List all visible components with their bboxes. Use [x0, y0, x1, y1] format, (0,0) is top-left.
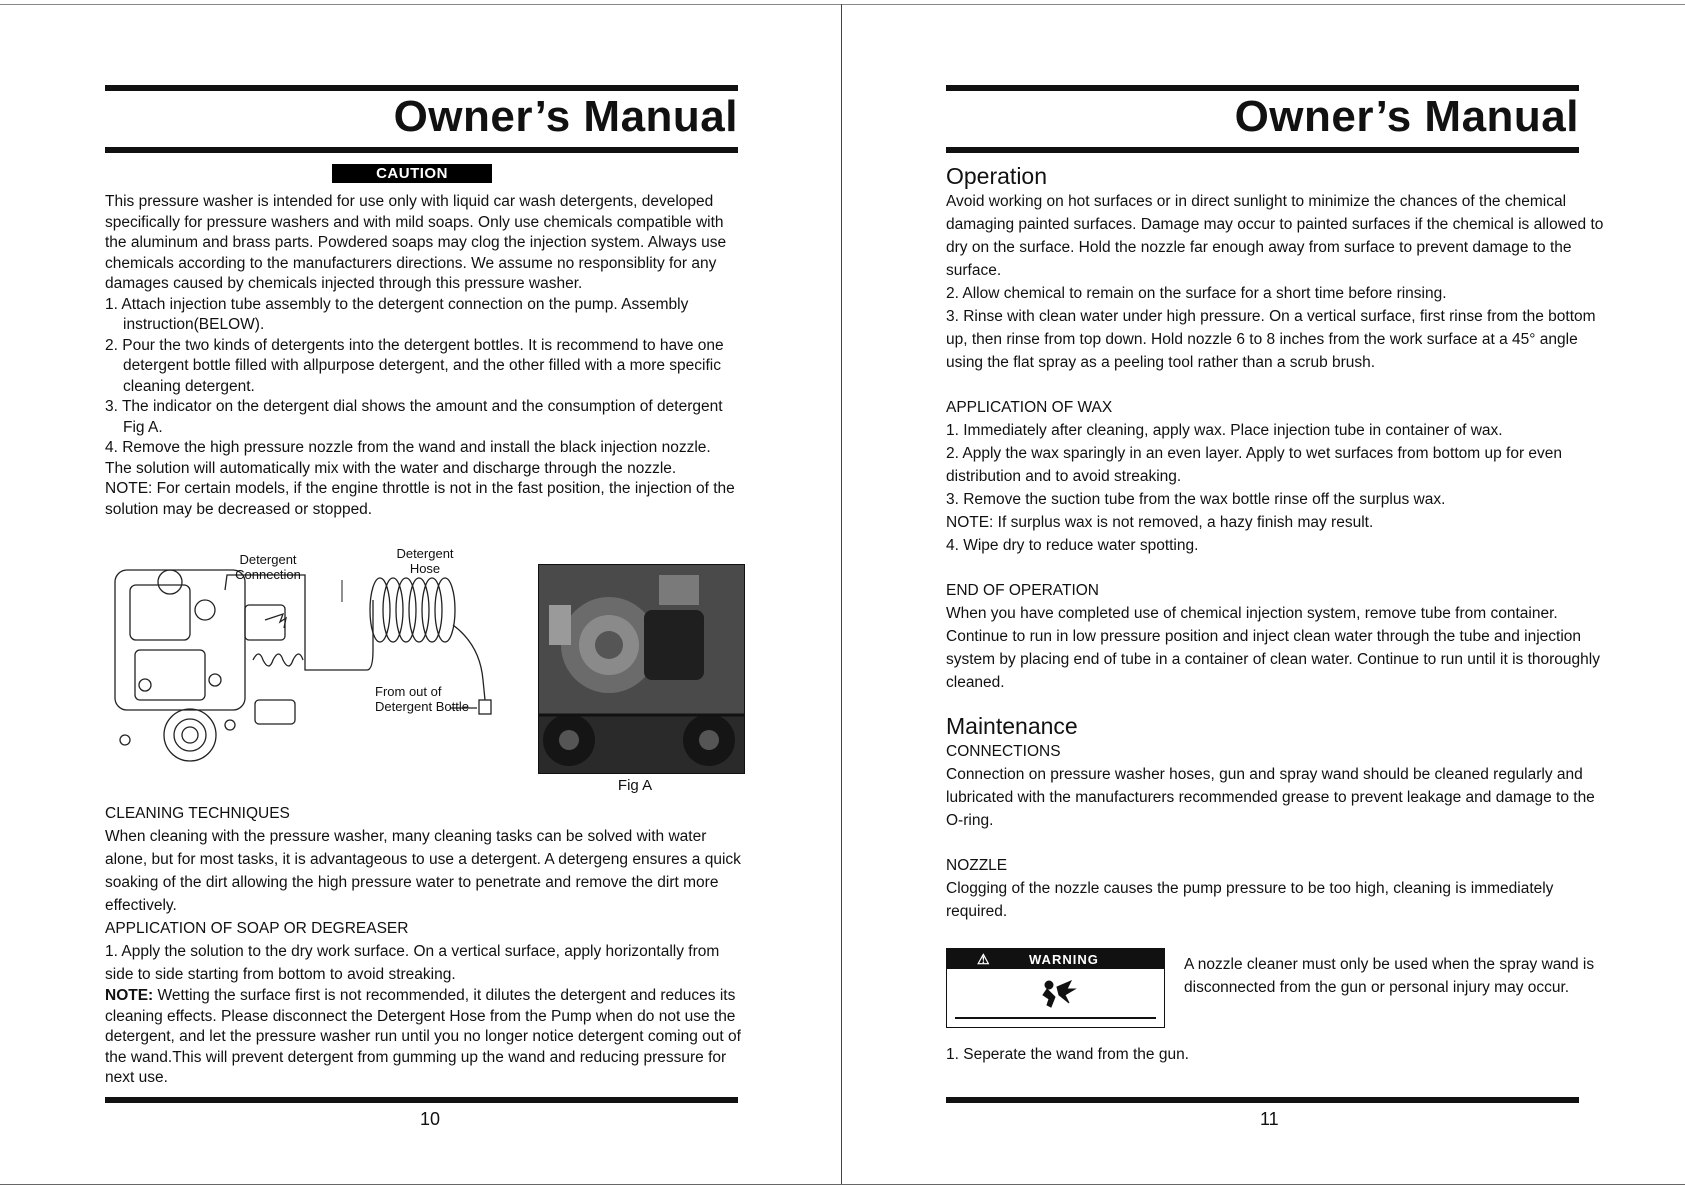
bottle-label-line2: Detergent Bottle	[375, 699, 469, 714]
list-item: NOTE: If surplus wax is not removed, a hazy finish may result.	[946, 514, 1374, 531]
maintenance-heading: Maintenance	[946, 713, 1078, 739]
connections-text: Connection on pressure washer hoses, gun and spray wand should be cleaned regularly and lubricated with the manufacturers recommended grease to prevent leakage and damage to the O-ring.	[946, 766, 1595, 829]
warning-label: WARNING	[1029, 951, 1099, 967]
warning-triangle-icon: ⚠	[977, 950, 991, 967]
list-item: 4. Wipe dry to reduce water spotting.	[946, 537, 1199, 554]
injection-hazard-icon	[1037, 977, 1077, 1013]
spacer	[946, 694, 1611, 712]
page-divider	[841, 4, 842, 1184]
header-rule-top	[105, 85, 738, 91]
throttle-note: NOTE: For certain models, if the engine throttle is not in the fast position, the injection of the solution may be decreased or stopped.	[105, 480, 735, 518]
detergent-steps	[105, 295, 745, 459]
list-item: 3. Remove the suction tube from the wax bottle rinse off the surplus wax.	[946, 491, 1446, 508]
header-rule-bottom	[105, 147, 738, 153]
warning-header	[947, 949, 1164, 969]
list-item: 4. Remove the high pressure nozzle from the wand and install the black injection nozzle.	[105, 439, 711, 456]
footer-rule	[946, 1097, 1579, 1103]
spacer	[946, 832, 1611, 854]
detergent-hose-label	[390, 546, 460, 576]
nozzle-heading: NOZZLE	[946, 857, 1008, 874]
note-text: Wetting the surface first is not recommended, it dilutes the detergent and reduces its cleaning effects. Please disconnect the Detergent Hose from the Pump when do not use the detergent, and let the pressure washer run until you no longer notice detergent coming out of the wand.This will prevent detergent from gumming up the wand and reducing pressure for next use.	[105, 987, 741, 1086]
soap-note	[105, 986, 745, 1089]
list-item: 2. Apply the wax sparingly in an even layer. Apply to wet surfaces from bottom up for even distribution and to avoid streaking.	[946, 445, 1563, 485]
soap-step: 1. Apply the solution to the dry work surface. On a vertical surface, apply horizontally from side to side starting from bottom to avoid streaking.	[105, 943, 720, 983]
warning-symbol-box	[946, 948, 1165, 1028]
list-item: 3. The indicator on the detergent dial shows the amount and the consumption of detergent Fig A.	[105, 398, 723, 436]
page-title: Owner’s Manual	[1234, 92, 1579, 141]
hose-label-line2: Hose	[409, 561, 441, 576]
connection-label-line1: Detergent	[239, 552, 297, 567]
caution-text: This pressure washer is intended for use only with liquid car wash detergents, developed specifically for pressure washers and with mild soaps. Only use chemicals compatible with the aluminum and brass parts. Powdered soaps may clog the injection system. Always use chemicals according to the manufacturers directions. We assume no responsiblity for any damages caused by chemicals injected through this pressure washer.	[105, 193, 727, 292]
header-rule-top	[946, 85, 1579, 91]
left-page	[105, 0, 741, 1191]
mix-text: The solution will automatically mix with the water and discharge through the nozzle.	[105, 459, 677, 477]
page-title: Owner’s Manual	[393, 92, 738, 141]
pump-photo-image	[539, 565, 744, 773]
detergent-connection-label	[223, 552, 313, 582]
operation-section	[946, 162, 1611, 923]
nozzle-text: Clogging of the nozzle causes the pump pressure to be too high, cleaning is immediately required.	[946, 880, 1554, 920]
cleaning-section	[105, 802, 745, 1089]
injection-figure	[105, 546, 738, 794]
cleaning-heading: CLEANING TECHNIQUES	[105, 805, 290, 822]
operation-step-2: 2. Allow chemical to remain on the surface for a short time before rinsing.	[946, 285, 1447, 302]
pump-diagram	[105, 550, 535, 790]
soap-heading: APPLICATION OF SOAP OR DEGREASER	[105, 920, 409, 937]
page-number: 10	[420, 1109, 441, 1129]
warning-text: A nozzle cleaner must only be used when the spray wand is disconnected from the gun or personal injury may occur.	[1184, 956, 1595, 996]
list-item: 2. Pour the two kinds of detergents into the detergent bottles. It is recommend to have one detergent bottle filled with allpurpose detergent, and the other filled with a more specific cleaning detergent.	[105, 336, 724, 395]
cleaning-text: When cleaning with the pressure washer, many cleaning tasks can be solved with water alone, but for most tasks, it is advantageous to use a detergent. A detergeng ensures a quick soaking of the dirt allowing the high pressure water to penetrate and remove the dirt more effectively.	[105, 828, 741, 914]
right-page	[946, 0, 1611, 1191]
bottle-label-line1: From out of	[375, 684, 442, 699]
list-item: 1. Attach injection tube assembly to the detergent connection on the pump. Assembly instruction(BELOW).	[105, 295, 689, 333]
end-text: When you have completed use of chemical injection system, remove tube from container. Continue to run in low pressure position and inject clean water through the tube and injection system by placing end of tube in a container of clean water. Continue to run until it is thoroughly cleaned.	[946, 605, 1600, 691]
operation-heading: Operation	[946, 163, 1048, 189]
caution-badge: CAUTION	[332, 164, 492, 183]
spacer	[946, 557, 1611, 579]
page-number: 11	[1260, 1109, 1279, 1129]
nozzle-step-1: 1. Seperate the wand from the gun.	[946, 1046, 1189, 1063]
wax-heading: APPLICATION OF WAX	[946, 399, 1113, 416]
detergent-bottle-label	[375, 684, 485, 714]
list-item: 1. Immediately after cleaning, apply wax. Place injection tube in container of wax.	[946, 422, 1503, 439]
connection-label-line2: Connection	[235, 567, 301, 582]
operation-text: Avoid working on hot surfaces or in direct sunlight to minimize the chances of the chemical damaging painted surfaces. Damage may occur to painted surfaces if the chemical is allowed to dry on the surface. Hold the nozzle far enough away from surface to prevent damage to the surface.	[946, 193, 1604, 279]
end-heading: END OF OPERATION	[946, 582, 1100, 599]
figure-caption: Fig A	[617, 777, 653, 794]
pump-photo	[538, 564, 745, 774]
header-rule-bottom	[946, 147, 1579, 153]
operation-step-3: 3. Rinse with clean water under high pressure. On a vertical surface, first rinse from the bottom up, then rinse from top down. Hold nozzle 6 to 8 inches from the work surface at a 45° angle using the flat spray as a peeling tool rather than a scrub brush.	[946, 308, 1596, 371]
caution-section	[105, 192, 745, 520]
warning-divider	[955, 1017, 1156, 1019]
footer-rule	[105, 1097, 738, 1103]
spacer	[946, 374, 1611, 396]
note-label: NOTE:	[105, 987, 154, 1004]
connections-heading: CONNECTIONS	[946, 743, 1061, 760]
hose-label-line1: Detergent	[396, 546, 454, 561]
